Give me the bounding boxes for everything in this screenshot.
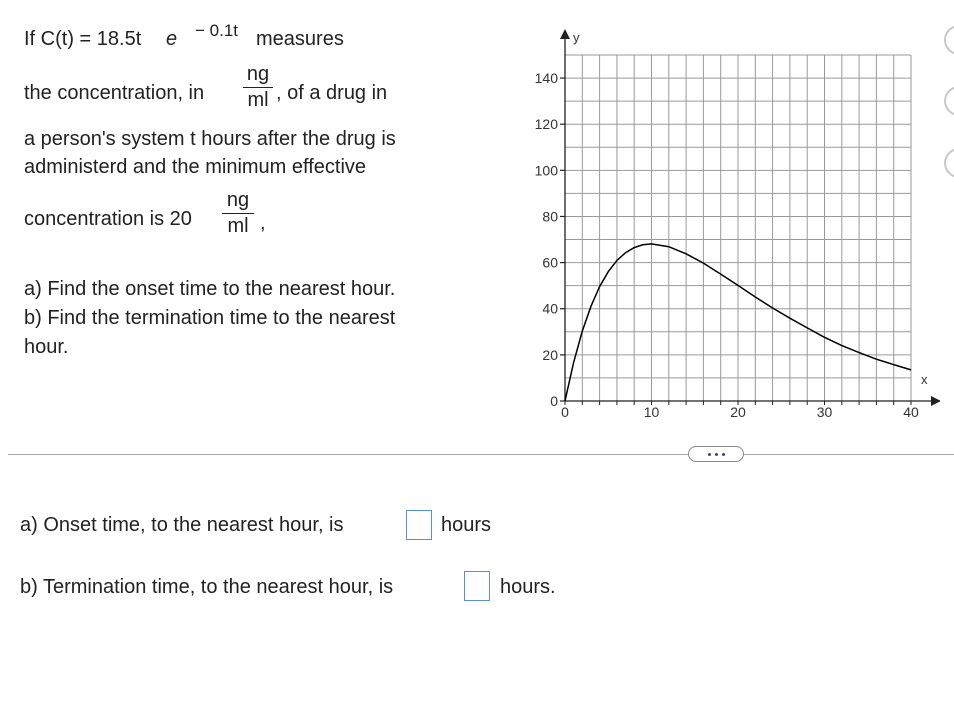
- problem-line4: administerd and the minimum effective: [24, 156, 367, 178]
- problem-line2-prefix: the concentration, in: [24, 82, 205, 104]
- problem-line1-suffix: measures: [256, 28, 344, 50]
- part-a-text: a) Find the onset time to the nearest hour.: [24, 278, 396, 300]
- y-tick-label: 80: [542, 208, 558, 225]
- dot-icon: [708, 453, 711, 456]
- onset-time-input[interactable]: [406, 510, 432, 540]
- problem-line3: a person's system t hours after the drug is: [24, 128, 396, 150]
- problem-e-symbol: e: [166, 28, 178, 50]
- y-tick-label: 100: [534, 162, 558, 179]
- problem-line5-suffix: ,: [260, 212, 266, 234]
- more-options-button[interactable]: [688, 446, 744, 462]
- problem-line1-prefix: If C(t) = 18.5t: [24, 28, 142, 50]
- unit-numerator: ng: [246, 63, 270, 85]
- section-divider: [8, 454, 954, 455]
- unit-fraction-1: [243, 64, 273, 110]
- y-tick-label: 140: [534, 70, 558, 87]
- problem-line5-prefix: concentration is 20: [24, 208, 192, 230]
- termination-time-input[interactable]: [464, 571, 490, 601]
- x-axis-label: x: [921, 372, 928, 387]
- y-axis-label: y: [573, 30, 580, 45]
- unit-denominator: ml: [247, 89, 269, 111]
- concentration-graph: [520, 20, 940, 420]
- y-tick-label: 60: [542, 254, 558, 271]
- graph-option-radio-3[interactable]: [944, 148, 954, 178]
- y-tick-label: 0: [550, 393, 558, 409]
- problem-exponent: − 0.1t: [195, 21, 239, 40]
- graph-option-radio-1[interactable]: [944, 25, 954, 55]
- x-tick-label: 40: [903, 404, 919, 420]
- part-b-text-1: b) Find the termination time to the nearest: [24, 307, 396, 329]
- unit-fraction-2: [222, 190, 254, 236]
- y-tick-label: 40: [542, 300, 558, 317]
- dot-icon: [722, 453, 725, 456]
- x-axis-arrow-icon: [931, 396, 940, 406]
- x-tick-label: 30: [816, 404, 833, 420]
- y-tick-label: 120: [534, 116, 558, 133]
- unit-denominator: ml: [227, 215, 249, 237]
- x-tick-label: 10: [643, 404, 660, 420]
- part-b-text-2: hour.: [24, 336, 69, 358]
- y-axis-arrow-icon: [560, 29, 570, 39]
- graph-option-radio-2[interactable]: [944, 86, 954, 116]
- dot-icon: [715, 453, 718, 456]
- unit-numerator: ng: [226, 189, 250, 211]
- x-tick-label: 20: [730, 404, 746, 420]
- y-tick-label: 20: [542, 346, 558, 363]
- x-tick-label: 0: [561, 404, 569, 420]
- answer-a-label: a) Onset time, to the nearest hour, is: [20, 514, 344, 536]
- answer-b-unit: hours.: [500, 576, 556, 598]
- answer-b-label: b) Termination time, to the nearest hour, is: [20, 576, 394, 598]
- problem-line2-suffix: , of a drug in: [276, 82, 388, 104]
- answer-a-unit: hours: [441, 514, 492, 536]
